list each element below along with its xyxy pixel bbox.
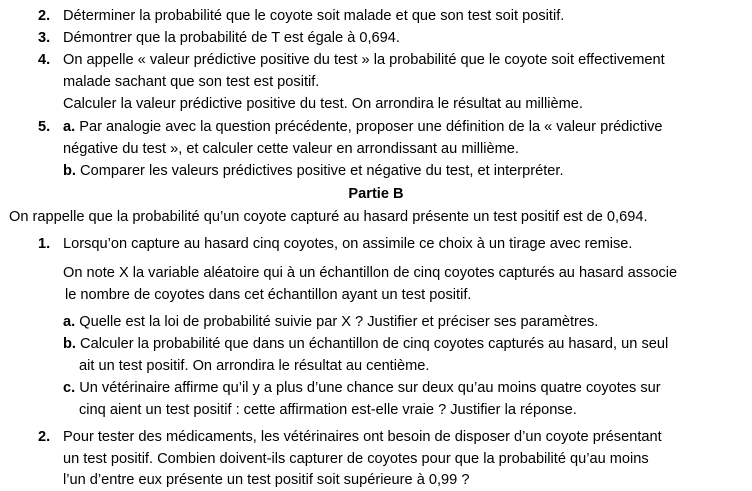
question-b1c-line1 xyxy=(63,378,661,398)
part-b-intro: On rappelle que la probabilité qu’un coyote capturé au hasard présente un test positif est de 0,694. xyxy=(9,209,648,225)
question-a5a-text: Par analogie avec la question précédente, proposer une définition de la « valeur prédictive xyxy=(75,119,663,135)
question-b2-line3: l’un d’entre eux présente un test positif soit supérieure à 0,99 ? xyxy=(63,472,470,488)
question-a5b-line1 xyxy=(63,161,564,181)
part-b-title: Partie B xyxy=(348,186,404,202)
question-b2-line1: Pour tester des médicaments, les vétérinaires ont besoin de disposer d’un coyote présentant xyxy=(63,429,662,445)
question-a4-line3: Calculer la valeur prédictive positive du test. On arrondira le résultat au millième. xyxy=(63,96,583,112)
question-number-b2: 2. xyxy=(38,429,51,445)
question-a3-text: Démontrer que la probabilité de T est égale à 0,694. xyxy=(63,30,400,46)
question-a5a-line2: négative du test », et calculer cette valeur en arrondissant au millième. xyxy=(63,141,519,157)
sub-label-b1a: a. xyxy=(63,314,76,330)
question-number-a3: 3. xyxy=(38,30,51,46)
question-a4-line2: malade sachant que son test est positif. xyxy=(63,74,320,90)
question-b1b-line1 xyxy=(63,334,668,354)
question-b1a-line1 xyxy=(63,312,598,332)
question-a2-text: Déterminer la probabilité que le coyote soit malade et que son test soit positif. xyxy=(63,8,565,24)
question-a4-line1: On appelle « valeur prédictive positive du test » la probabilité que le coyote soit effectivement xyxy=(63,52,665,68)
sub-label-b1c: c. xyxy=(63,380,76,396)
question-b1c-line2: cinq aient un test positif : cette affirmation est-elle vraie ? Justifier la réponse. xyxy=(79,402,577,418)
question-number-a5: 5. xyxy=(38,119,51,135)
question-a5b-text: Comparer les valeurs prédictives positive et négative du test, et interpréter. xyxy=(75,163,564,179)
question-a5a-line1 xyxy=(63,117,663,137)
question-number-a2: 2. xyxy=(38,8,51,24)
sub-label-a5b: b. xyxy=(63,163,76,179)
sub-label-a5a: a. xyxy=(63,119,76,135)
question-number-b1: 1. xyxy=(38,236,51,252)
question-b1b-text: Calculer la probabilité que dans un échantillon de cinq coyotes capturés au hasard, un seul xyxy=(75,336,669,352)
question-b1b-line2: ait un test positif. On arrondira le résultat au centième. xyxy=(79,358,430,374)
question-b1c-text: Un vétérinaire affirme qu’il y a plus d’une chance sur deux qu’au moins quatre coyotes sur xyxy=(75,380,661,396)
question-number-a4: 4. xyxy=(38,52,51,68)
question-b1-line1: Lorsqu’on capture au hasard cinq coyotes, on assimile ce choix à un tirage avec remise. xyxy=(63,236,633,252)
question-b1a-text: Quelle est la loi de probabilité suivie par X ? Justifier et préciser ses paramètres. xyxy=(75,314,599,330)
question-b2-line2: un test positif. Combien doivent-ils capturer de coyotes pour que la probabilité qu’au moins xyxy=(63,451,649,467)
question-b1-para-line1: On note X la variable aléatoire qui à un échantillon de cinq coyotes capturés au hasard associe xyxy=(63,265,678,281)
question-b1-para-line2: le nombre de coyotes dans cet échantillon ayant un test positif. xyxy=(65,287,472,303)
sub-label-b1b: b. xyxy=(63,336,76,352)
